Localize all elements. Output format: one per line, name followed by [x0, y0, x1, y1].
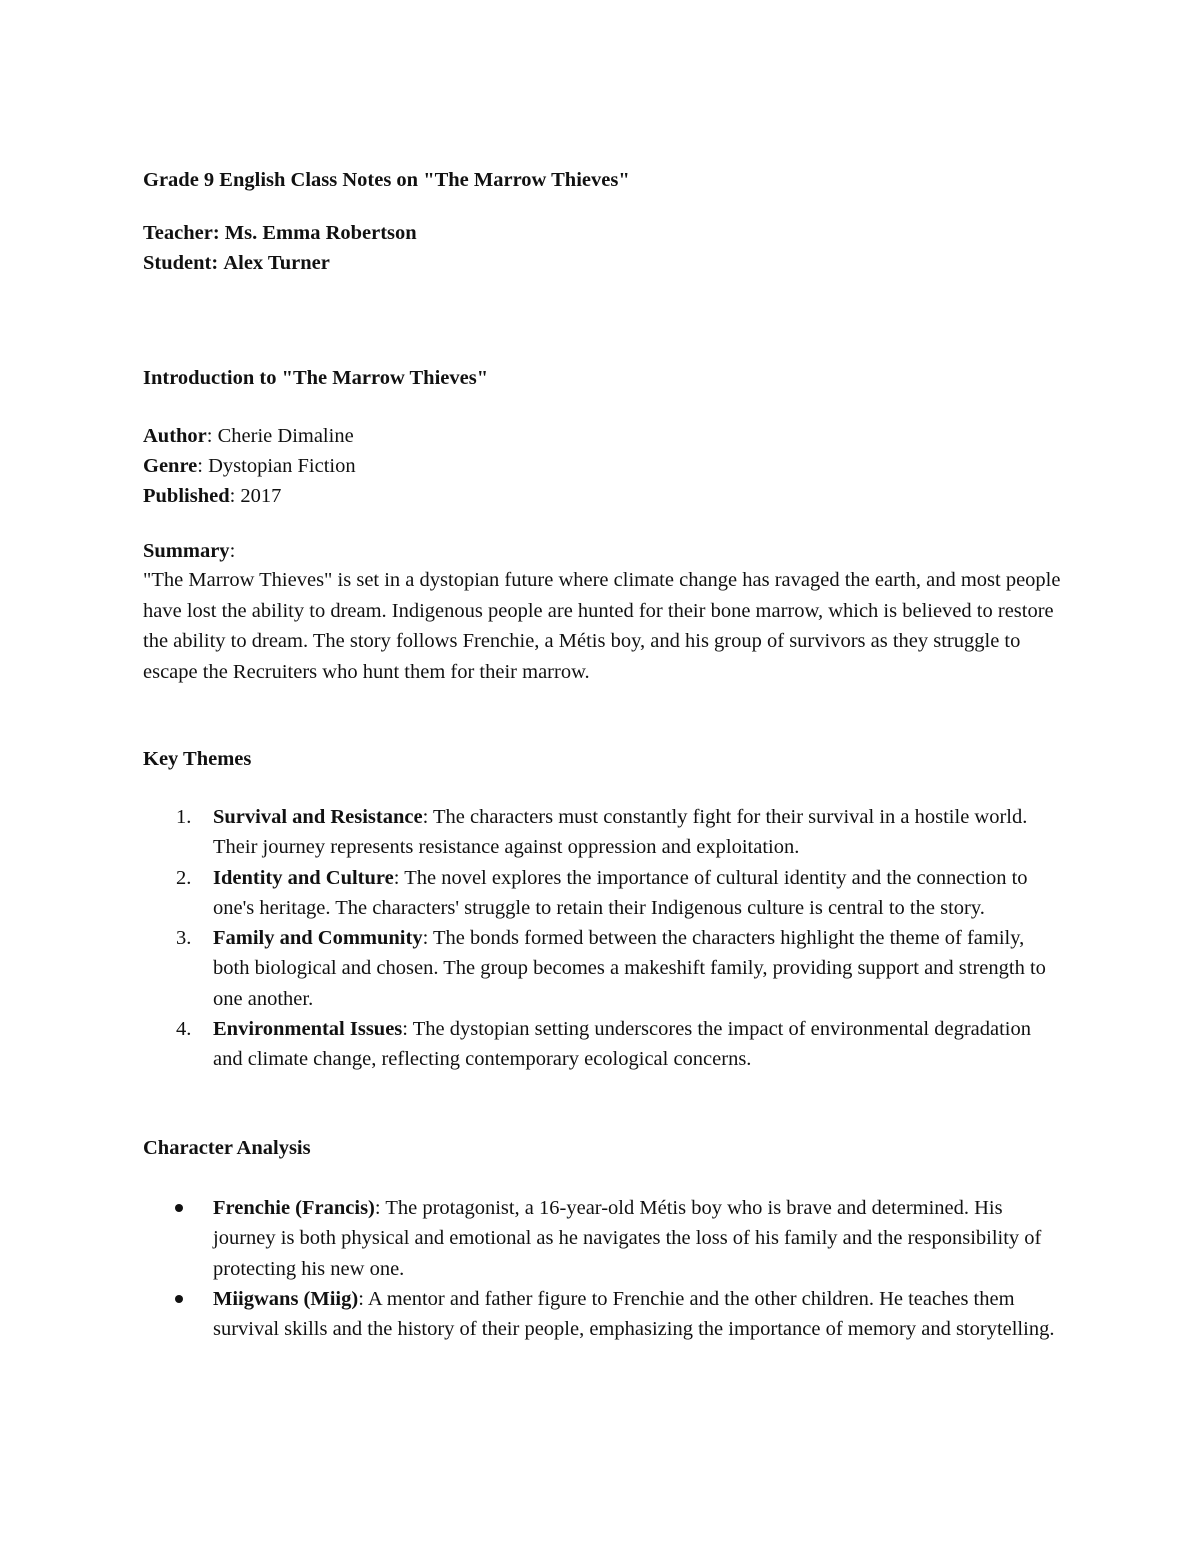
teacher-line: [143, 218, 417, 248]
theme-item: [143, 802, 1063, 863]
published-value: : 2017: [229, 485, 282, 507]
character-text: : A mentor and father figure to Frenchie and the other children. He teaches them survival skills and the history of their people, emphasizing the importance of memory and storytelling.: [213, 1287, 1055, 1341]
bullet-icon: [175, 1295, 183, 1303]
theme-number: 2.: [176, 866, 192, 889]
genre-line: [143, 451, 356, 481]
characters-heading: Character Analysis: [143, 1137, 311, 1159]
published-line: [143, 481, 281, 511]
theme-number: 1.: [176, 806, 192, 828]
character-name: Miigwans (Miig): [213, 1287, 359, 1310]
theme-number: 4.: [176, 1018, 192, 1041]
themes-heading: Key Themes: [143, 748, 252, 770]
theme-title: Family and Community: [213, 927, 423, 950]
student-line: [143, 248, 330, 278]
author-label: Author: [143, 425, 207, 447]
summary-colon: :: [229, 540, 236, 562]
summary-heading: [143, 536, 235, 566]
author-line: [143, 421, 354, 451]
character-item: [143, 1193, 1063, 1284]
intro-heading: Introduction to "The Marrow Thieves": [143, 367, 489, 389]
theme-text: : The bonds formed between the characters highlight the theme of family, both biological and chosen. The group becomes a makeshift family, providing support and strength to one another.: [213, 927, 1046, 1010]
character-text: : The protagonist, a 16-year-old Métis boy who is brave and determined. His journey is both physical and emotional as he navigates the loss of his family and the responsibility of protecting his new one.: [213, 1197, 1042, 1280]
document-title: Grade 9 English Class Notes on "The Marrow Thieves": [143, 169, 630, 191]
theme-text: : The dystopian setting underscores the impact of environmental degradation and climate change, reflecting contemporary ecological concerns.: [213, 1018, 1031, 1071]
theme-title: Environmental Issues: [213, 1018, 403, 1041]
themes-list: [143, 802, 1063, 1075]
theme-text: : The characters must constantly fight for their survival in a hostile world. Their journey represents resistance against oppression and exploitation.: [213, 806, 1028, 859]
theme-item: [143, 1014, 1063, 1075]
theme-item: [143, 923, 1063, 1014]
genre-value: : Dystopian Fiction: [197, 455, 356, 477]
author-value: : Cherie Dimaline: [206, 425, 354, 447]
theme-title: Identity and Culture: [213, 866, 394, 889]
summary-label: Summary: [143, 540, 230, 562]
summary-paragraph: "The Marrow Thieves" is set in a dystopian future where climate change has ravaged the earth, and most people have lost the ability to dream. Indigenous people are hunted for their bone marrow, which is believed to restore the ability to dream. The story follows Frenchie, a Métis boy, and his group of survivors as they struggle to escape the Recruiters who hunt them for their marrow.: [143, 569, 1061, 683]
published-label: Published: [143, 485, 230, 507]
student-label: Student:: [143, 252, 219, 274]
theme-number: 3.: [176, 927, 192, 950]
theme-item: [143, 863, 1063, 924]
character-item: [143, 1284, 1063, 1345]
theme-title: Survival and Resistance: [213, 806, 423, 828]
teacher-label: Teacher:: [143, 222, 220, 244]
teacher-name: Ms. Emma Robertson: [224, 222, 417, 244]
genre-label: Genre: [143, 455, 198, 477]
bullet-icon: [175, 1204, 183, 1212]
character-name: Frenchie (Francis): [213, 1197, 375, 1219]
characters-list: [143, 1193, 1063, 1344]
student-name: Alex Turner: [223, 252, 330, 274]
theme-text: : The novel explores the importance of cultural identity and the connection to one's heritage. The characters' struggle to retain their Indigenous culture is central to the story.: [213, 866, 1028, 919]
